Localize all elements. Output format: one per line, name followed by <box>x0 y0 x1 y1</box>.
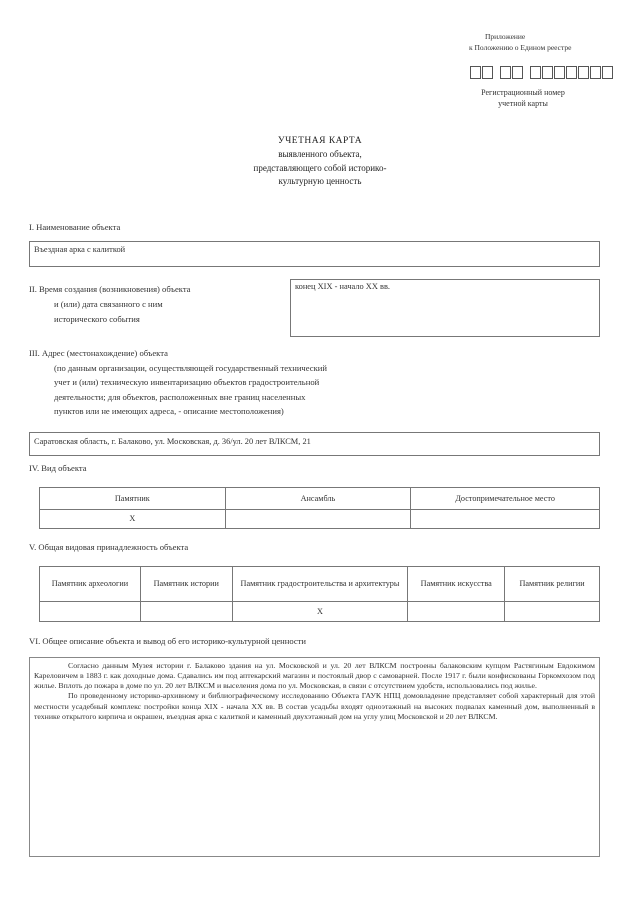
category-mark-architecture: X <box>232 602 408 622</box>
object-type-table <box>39 487 600 529</box>
reg-digit-box <box>482 66 493 79</box>
reg-digit-box <box>530 66 541 79</box>
section-1-field <box>29 241 600 267</box>
title-line-2: выявленного объекта, <box>278 149 362 160</box>
category-header-history: Памятник истории <box>140 567 232 602</box>
registration-label-line-1: Регистрационный номер <box>481 88 565 97</box>
reg-digit-box <box>590 66 601 79</box>
description-box <box>29 657 600 857</box>
category-mark-archaeology <box>40 602 141 622</box>
registration-label-line-2: учетной карты <box>498 98 548 108</box>
title-line-4: культурную ценность <box>278 176 362 187</box>
section-1-heading: I. Наименование объекта <box>29 222 121 232</box>
section-3-note-line-2: учет и (или) техническую инвентаризацию объектов градостроительной <box>54 377 320 388</box>
object-type-mark-monument: X <box>40 510 226 529</box>
registration-label <box>458 88 588 110</box>
description-paragraph-2: По проведенному историко-архивному и библиографическому исследованию Объекта ГАУК НПЦ домовладение представляет собой характерный для этой местности усадебный комплекс постройки конца XIX - начала XX вв. В состав усадьбы входят одноэтажный на высоких подвалах каменный дом, выполненный в технике открытого кирпича и окрашен, въездная арка с калиткой и каменный двухэтажный дом на углу улиц Московской и 20 лет ВЛКСМ. <box>34 691 596 721</box>
creation-time-value: конец XIX - начало XX вв. <box>295 282 390 291</box>
object-type-header-monument: Памятник <box>40 488 226 510</box>
object-category-table <box>39 566 600 622</box>
reg-digit-box <box>512 66 523 79</box>
category-mark-history <box>140 602 232 622</box>
object-name-value: Въездная арка с калиткой <box>34 245 126 254</box>
category-mark-art <box>408 602 505 622</box>
reg-digit-box <box>500 66 511 79</box>
section-4-heading: IV. Вид объекта <box>29 463 87 473</box>
object-type-header-landmark: Достопримечательное место <box>411 488 600 510</box>
section-3-note-line-4: пунктов или не имеющих адреса, - описание местоположения) <box>54 406 284 417</box>
section-3-heading-line: III. Адрес (местонахождение) объекта <box>29 348 168 358</box>
appendix-note <box>469 32 629 54</box>
reg-digit-box <box>470 66 481 79</box>
title-line-3: представляющего собой историко- <box>253 162 387 173</box>
object-type-mark-ensemble <box>225 510 411 529</box>
section-3-note-line-1: (по данным организации, осуществляющей государственный технический <box>54 362 327 373</box>
object-type-mark-landmark <box>411 510 600 529</box>
section-6-heading: VI. Общее описание объекта и вывод об его историко-культурной ценности <box>29 636 307 646</box>
category-header-archaeology: Памятник археологии <box>40 567 141 602</box>
reg-digit-box <box>554 66 565 79</box>
reg-digit-box <box>566 66 577 79</box>
appendix-line-2: к Положению о Едином реестре <box>469 42 572 52</box>
title-line-1: УЧЕТНАЯ КАРТА <box>277 136 363 146</box>
section-2-field <box>290 279 600 337</box>
appendix-line-1: Приложение <box>485 32 526 41</box>
description-paragraph-1: Согласно данным Музея истории г. Балаково здания на ул. Московской и ул. 20 лет ВЛКСМ построены балаковским купцом Растягиным Евдокимом Кареловичем в 1883 г. как доходные дома. Сдавались им под аптекарский магазин и постоялый двор с самоварней. После 1917 г. были конфискованы Горкомхозом под жилье. Вплоть до пожара в доме по ул. 20 лет ВЛКСМ и выселения дома по ул. Московская, в связи с отсутствием удобств, использовались под жилье. <box>34 661 595 691</box>
reg-digit-box <box>602 66 613 79</box>
category-header-religion: Памятник религии <box>505 567 600 602</box>
category-mark-religion <box>505 602 600 622</box>
address-value: Саратовская область, г. Балаково, ул. Московская, д. 36/ул. 20 лет ВЛКСМ, 21 <box>34 437 311 446</box>
section-2-heading-line-2: и (или) дата связанного с ним <box>54 299 163 310</box>
section-2-heading <box>29 282 191 327</box>
category-header-architecture: Памятник градостроительства и архитектуры <box>232 567 408 602</box>
section-5-heading: V. Общая видовая принадлежность объекта <box>29 542 189 552</box>
section-3-heading <box>29 346 327 419</box>
object-type-header-ensemble: Ансамбль <box>225 488 411 510</box>
category-header-art: Памятник искусства <box>408 567 505 602</box>
reg-digit-box <box>542 66 553 79</box>
section-3-note-line-3: деятельности; для объектов, расположенных вне границ населенных <box>54 391 306 402</box>
registration-number-boxes <box>470 66 613 79</box>
document-title <box>200 134 440 189</box>
section-3-field <box>29 432 600 456</box>
reg-digit-box <box>578 66 589 79</box>
section-2-heading-line-3: исторического события <box>54 314 140 325</box>
section-2-heading-line-1: II. Время создания (возникновения) объекта <box>29 284 191 294</box>
